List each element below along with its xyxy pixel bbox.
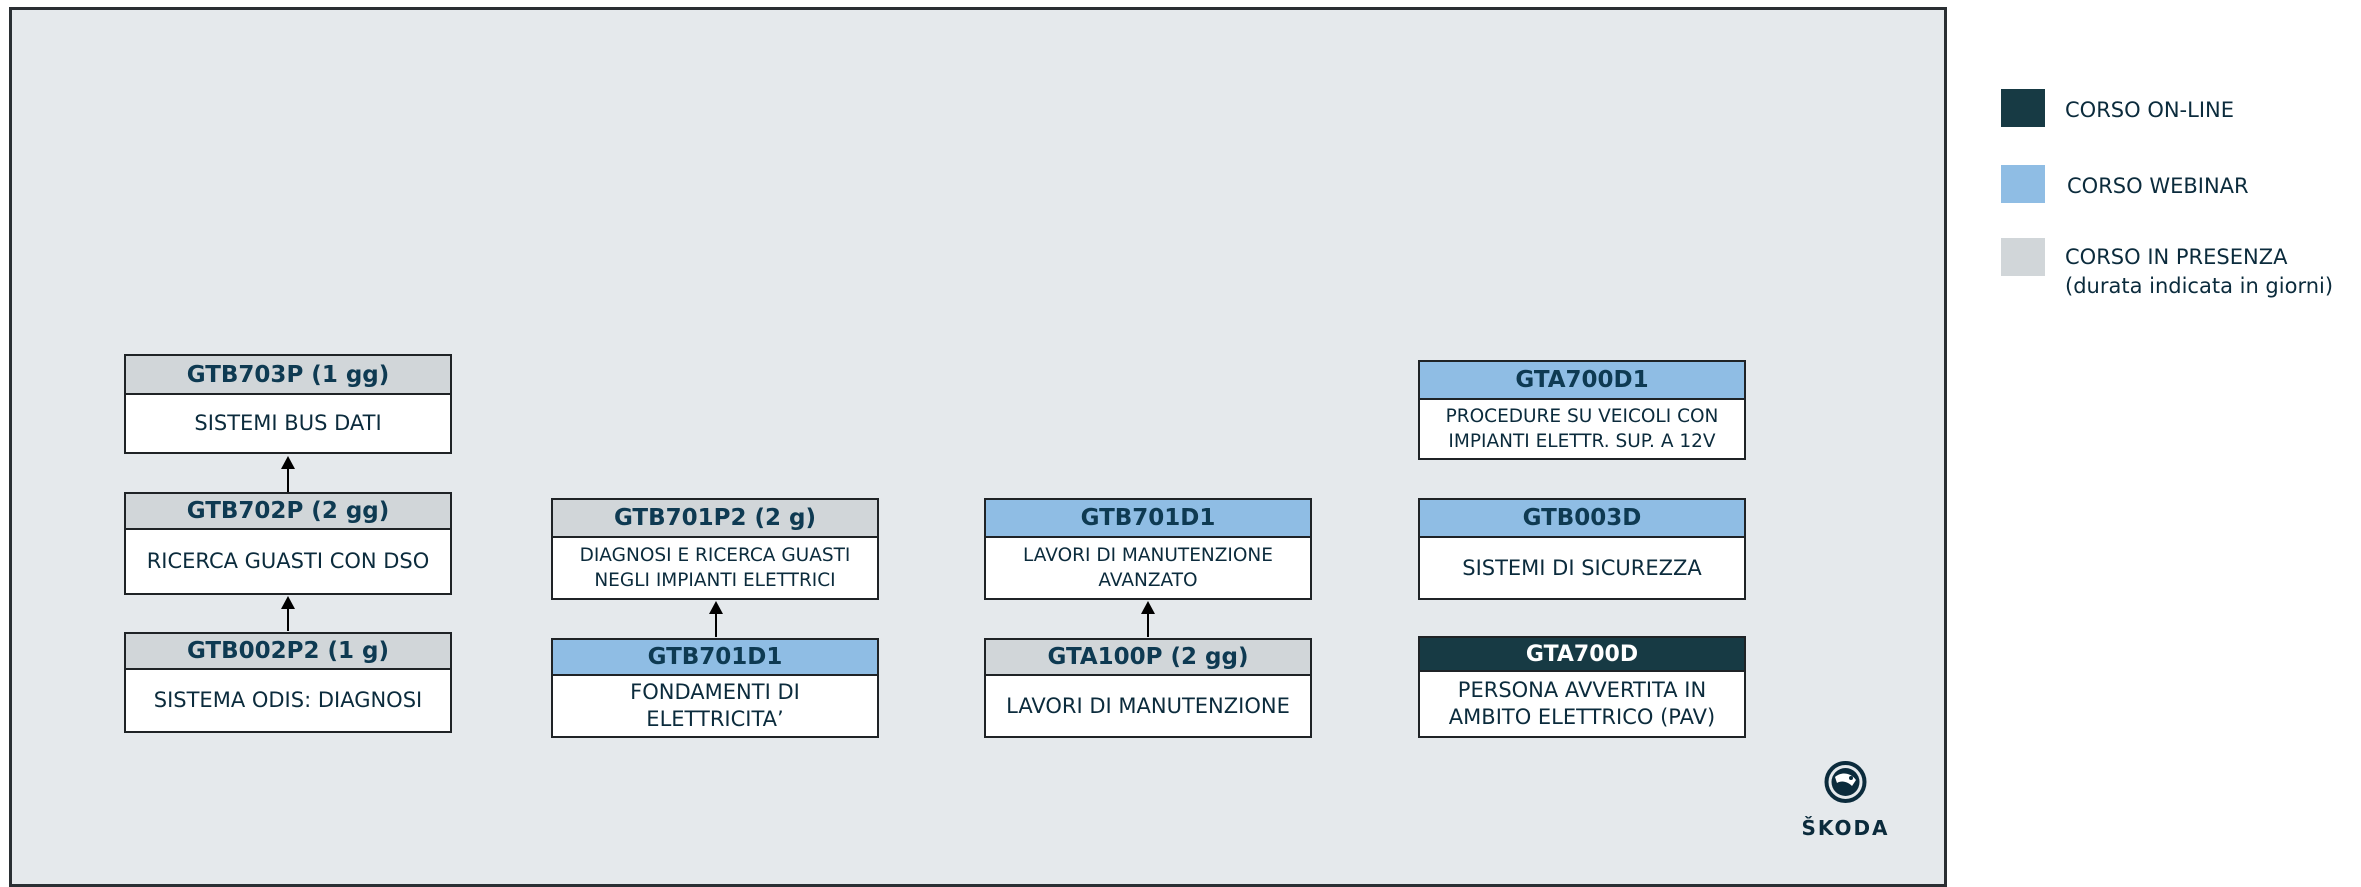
course-code: GTA700D: [1418, 636, 1746, 672]
brand-name: ŠKODA: [1801, 816, 1890, 840]
course-title: LAVORI DI MANUTENZIONE AVANZATO: [984, 536, 1312, 600]
prerequisite-arrow: [278, 456, 298, 492]
legend-swatch-presenza: [2001, 238, 2045, 276]
course-title: SISTEMI DI SICUREZZA: [1418, 536, 1746, 600]
course-box-gtb701p2: [551, 498, 879, 600]
course-title: DIAGNOSI E RICERCA GUASTI NEGLI IMPIANTI ELETTRICI: [551, 536, 879, 600]
course-code: GTB702P (2 gg): [124, 492, 452, 530]
prerequisite-arrow: [278, 596, 298, 631]
course-box-gtb703p: [124, 354, 452, 454]
legend-label-presenza: CORSO IN PRESENZA: [2065, 245, 2288, 269]
course-box-gta700d: [1418, 636, 1746, 738]
legend-label-webinar: CORSO WEBINAR: [2067, 174, 2249, 198]
course-code: GTB003D: [1418, 498, 1746, 538]
legend-label-online: CORSO ON-LINE: [2065, 98, 2235, 122]
course-code: GTB002P2 (1 g): [124, 632, 452, 670]
course-box-gtb701d1-manutenzione: [984, 498, 1312, 600]
course-code: GTA100P (2 gg): [984, 638, 1312, 676]
course-title: PERSONA AVVERTITA IN AMBITO ELETTRICO (PAV): [1418, 670, 1746, 738]
course-title: SISTEMI BUS DATI: [124, 393, 452, 454]
course-title: PROCEDURE SU VEICOLI CON IMPIANTI ELETTR. SUP. A 12V: [1418, 398, 1746, 460]
course-title: LAVORI DI MANUTENZIONE: [984, 674, 1312, 738]
legend-note-presenza: (durata indicata in giorni): [2065, 274, 2334, 298]
course-box-gta700d1: [1418, 360, 1746, 460]
course-code: GTB703P (1 gg): [124, 354, 452, 395]
course-title: FONDAMENTI DI ELETTRICITA’: [551, 674, 879, 738]
course-code: GTB701P2 (2 g): [551, 498, 879, 538]
course-box-gta100p: [984, 638, 1312, 738]
course-box-gtb003d: [1418, 498, 1746, 600]
course-code: GTB701D1: [984, 498, 1312, 538]
legend-swatch-webinar: [2001, 165, 2045, 203]
course-title: SISTEMA ODIS: DIAGNOSI: [124, 668, 452, 733]
course-code: GTB701D1: [551, 638, 879, 676]
course-box-gtb002p2: [124, 632, 452, 733]
course-code: GTA700D1: [1418, 360, 1746, 400]
course-box-gtb702p: [124, 492, 452, 595]
prerequisite-arrow: [1138, 601, 1158, 637]
legend-swatch-online: [2001, 89, 2045, 127]
course-box-gtb701d1: [551, 638, 879, 738]
skoda-logo-icon: [1801, 760, 1890, 845]
course-title: RICERCA GUASTI CON DSO: [124, 528, 452, 595]
prerequisite-arrow: [706, 601, 726, 637]
